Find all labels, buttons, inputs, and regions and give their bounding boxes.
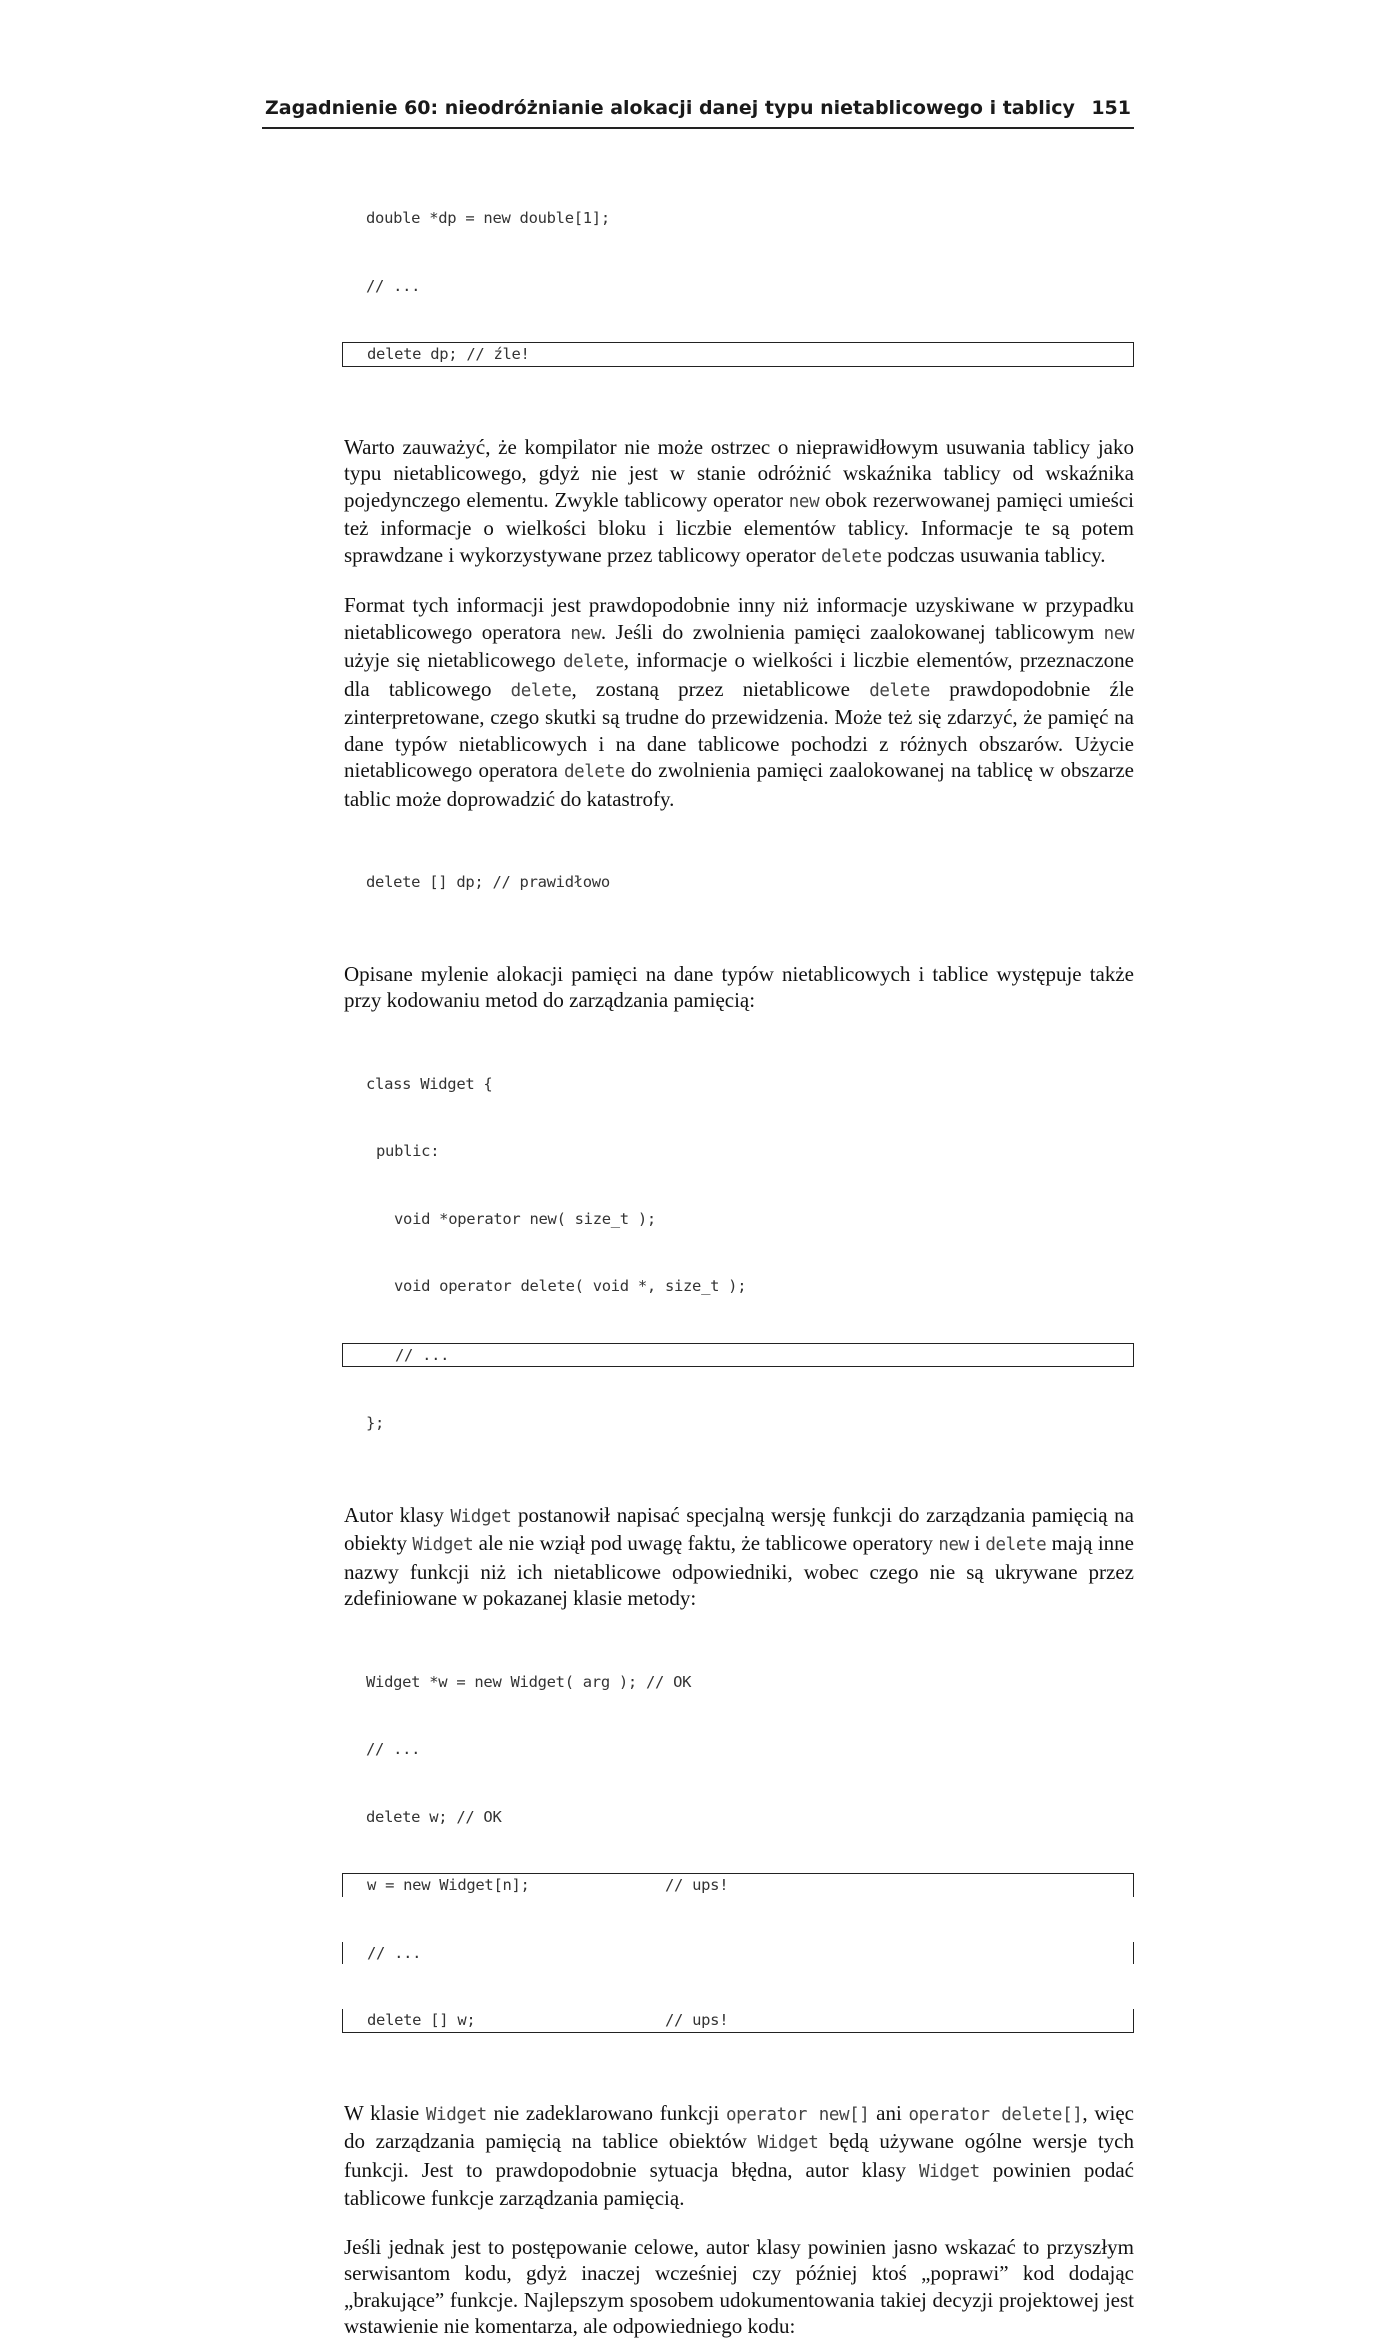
code-line: public: xyxy=(376,1142,440,1160)
text-run: . Jeśli do zwolnienia pamięci zaalokowanej tablicowym xyxy=(600,619,1104,644)
text-run: nie zadeklarowano funkcji xyxy=(486,2100,726,2125)
paragraph-1 xyxy=(344,434,1134,571)
text-run: postanowił napisać specjalną wersję funkcji do zarządzania pamięcią na obiekty xyxy=(344,1502,1134,1555)
running-header xyxy=(262,97,1134,129)
page-number: 151 xyxy=(1091,97,1131,119)
code-line: delete w; // OK xyxy=(366,1807,502,1826)
highlighted-code-line: // ... xyxy=(342,1942,1134,1965)
code-line: void *operator new( size_t ); xyxy=(394,1209,656,1228)
text-run: prawdopodobnie źle zinterpretowane, czego skutki są trudne do przewidzenia. Może też się zdarzyć, że pamięć na dane typów nietablicowych i na dane tablicowe pochodzi z różnych obszarów. Użycie nietablicowego operatora xyxy=(344,676,1134,782)
highlighted-code-line: // ... xyxy=(342,1343,1134,1368)
code-line: Widget *w = new Widget( arg ); // OK xyxy=(366,1672,692,1691)
paragraph-5 xyxy=(344,2100,1134,2212)
text-run: Format tych informacji jest prawdopodobnie inny niż informacje uzyskiwane w przypadku nietablicowego operatora xyxy=(344,593,1134,644)
paragraph-3: Opisane mylenie alokacji pamięci na dane typów nietablicowych i tablice występuje także przy kodowaniu metod do zarządzania pamięcią: xyxy=(344,961,1134,1012)
code-block-3 xyxy=(344,1028,1134,1480)
highlighted-code-line: delete [] w; // ups! xyxy=(342,2009,1134,2033)
code-line: }; xyxy=(366,1414,385,1432)
code-line: delete [] dp; // prawidłowo xyxy=(366,873,610,891)
inline-code: delete xyxy=(820,546,882,567)
text-run: Warto zauważyć, że kompilator nie może ostrzec o nieprawidłowym usuwania tablicy jako typu nietablicowego, gdyż nie jest w stanie odróżnić wskaźnika tablicy od wskaźnika pojedynczego elementu. Zwykle tablicowy operator xyxy=(344,434,1134,512)
inline-code: delete xyxy=(985,1535,1047,1555)
paragraph-2 xyxy=(344,592,1134,812)
text-run: W klasie xyxy=(344,2100,426,2125)
paragraph-6: Jeśli jednak jest to postępowanie celowe, autor klasy powinien jasno wskazać to przyszłym serwisantom kodu, gdyż inaczej wcześniej czy później ktoś „poprawi” kod dodając „brakujące” funkcje. Najlepszym sposobem udokumentowania takiej decyzji projektowej jest wstawienie nie komentarza, ale odpowiedniego kodu: xyxy=(344,2234,1134,2338)
inline-code: Widget xyxy=(412,1535,474,1555)
inline-code: Widget xyxy=(425,2104,487,2125)
inline-code: new xyxy=(938,1535,969,1555)
text-run: , więc do zarządzania pamięcią na tablice obiektów xyxy=(344,2100,1134,2153)
code-block-4 xyxy=(344,1626,1134,2078)
page-body xyxy=(344,162,1134,2340)
text-run: podczas usuwania tablicy. xyxy=(881,542,1106,567)
inline-code: operator new[] xyxy=(725,2104,870,2125)
inline-code: delete xyxy=(564,762,625,782)
inline-code: Widget xyxy=(450,1506,512,1527)
text-run: obok rezerwowanej pamięci umieści też informacje o wielkości bloku i liczbie elementów tablicy. Informacje te są potem sprawdzane i wykorzystywane przez tablicowy operator xyxy=(344,487,1134,567)
text-run: powinien podać tablicowe funkcje zarządzania pamięcią. xyxy=(344,2157,1134,2210)
text-run: mają inne nazwy funkcji niż ich nietablicowe odpowiedniki, wobec czego nie są ukrywane przez zdefiniowane w pokazanej klasie metody: xyxy=(344,1531,1135,1610)
chapter-title: Zagadnienie 60: nieodróżnianie alokacji danej typu nietablicowego i tablicy xyxy=(265,97,1075,119)
text-run: , informacje o wielkości i liczbie elementów, przeznaczone dla tablicowego xyxy=(344,648,1135,701)
highlighted-code-line: w = new Widget[n]; // ups! xyxy=(342,1873,1134,1897)
highlighted-code-line: delete dp; // źle! xyxy=(342,342,1134,367)
code-line: // ... xyxy=(366,276,421,295)
text-run: użyje się nietablicowego xyxy=(344,648,563,672)
inline-code: new xyxy=(788,491,820,512)
text-run: do zwolnienia pamięci zaalokowanej na tablicę w obszarze tablic może doprowadzić do katastrofy. xyxy=(344,758,1135,811)
code-line: void operator delete( void *, size_t ); xyxy=(394,1277,747,1295)
code-block-2 xyxy=(344,826,1134,939)
inline-code: Widget xyxy=(757,2133,819,2153)
text-run: Autor klasy xyxy=(344,1502,451,1527)
paragraph-4 xyxy=(344,1502,1134,1612)
text-run: ale nie wziął pod uwagę faktu, że tablicowe operatory xyxy=(473,1531,939,1555)
code-line: class Widget { xyxy=(366,1074,493,1093)
inline-code: delete xyxy=(869,680,931,701)
text-run: , zostaną przez nietablicowe xyxy=(571,676,870,701)
inline-code: new xyxy=(570,623,601,644)
code-block-1 xyxy=(344,162,1134,412)
text-run: będą używane ogólne wersje tych funkcji. Jest to prawdopodobnie sytuacja błędna, autor klasy xyxy=(344,2129,1134,2182)
inline-code: delete xyxy=(562,652,624,672)
inline-code: Widget xyxy=(918,2161,980,2182)
inline-code: operator delete[] xyxy=(908,2104,1083,2125)
code-line: // ... xyxy=(366,1740,421,1758)
inline-code: new xyxy=(1103,623,1134,644)
text-run: i xyxy=(968,1531,986,1555)
text-run: ani xyxy=(869,2100,909,2125)
code-line: double *dp = new double[1]; xyxy=(366,209,610,227)
inline-code: delete xyxy=(510,680,572,701)
